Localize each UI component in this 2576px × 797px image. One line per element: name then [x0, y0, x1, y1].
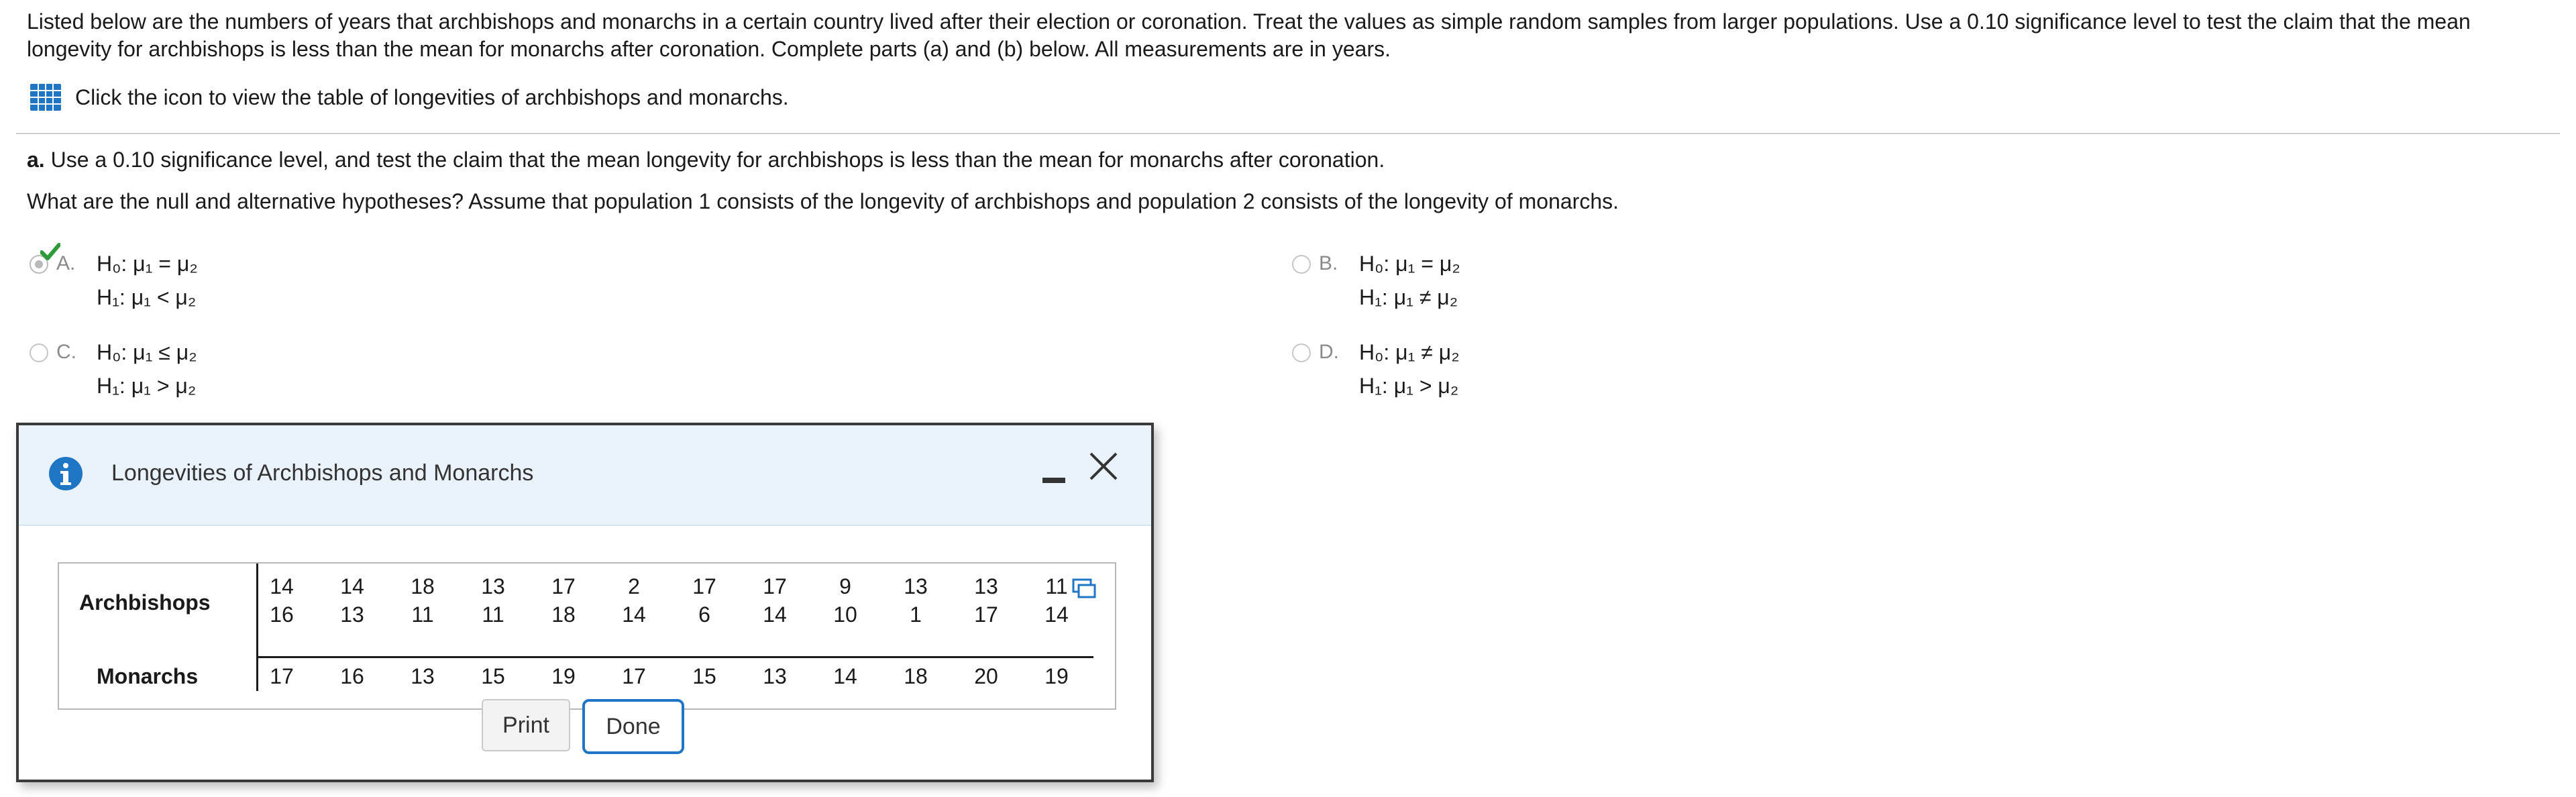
copy-to-clipboard-icon[interactable] — [1071, 577, 1097, 601]
section-divider — [16, 133, 2560, 134]
part-a-label: a. — [27, 148, 45, 172]
checkmark-icon — [40, 243, 60, 260]
hypotheses-question: What are the null and alternative hypotheses? Assume that population 1 consists of the longevity of archbishops and population 2 consists of the longevity of monarchs. — [27, 189, 1619, 213]
option-d-radio[interactable] — [1292, 343, 1311, 362]
view-table-link[interactable] — [30, 83, 789, 111]
archbishops-value: 17 — [974, 602, 998, 627]
archbishops-value: 17 — [551, 574, 576, 598]
option-a[interactable] — [30, 247, 198, 314]
option-c[interactable] — [30, 335, 197, 403]
dialog-header — [19, 425, 1151, 526]
archbishops-value: 6 — [698, 602, 710, 627]
archbishops-value: 2 — [628, 574, 640, 598]
dialog-title: Longevities of Archbishops and Monarchs — [111, 460, 534, 486]
option-b-radio[interactable] — [1292, 255, 1311, 274]
intro-line-1: Listed below are the numbers of years that archbishops and monarchs in a certain country lived after their election or coronation. Treat the values as simple random samples from larger populations. Use a 0.10 significance level to test the claim that the mean — [27, 9, 2471, 34]
monarchs-value: 19 — [551, 664, 576, 688]
part-a-text: Use a 0.10 significance level, and test the claim that the mean longevity for archbishops is less than the mean for monarchs after coronation. — [50, 148, 1385, 172]
monarchs-value: 19 — [1044, 664, 1069, 688]
archbishops-value: 13 — [481, 574, 505, 598]
minimize-icon[interactable] — [1038, 464, 1071, 488]
archbishops-value: 14 — [340, 574, 364, 598]
table-grid-icon[interactable] — [30, 83, 62, 111]
option-b-null: H₀: μ₁ = μ₂ — [1359, 252, 1460, 276]
monarchs-value: 15 — [692, 664, 716, 688]
monarchs-value: 17 — [270, 664, 294, 688]
archbishops-value: 17 — [763, 574, 787, 598]
archbishops-label: Archbishops — [79, 590, 211, 615]
option-c-null: H₀: μ₁ ≤ μ₂ — [97, 340, 197, 364]
archbishops-value: 16 — [270, 602, 294, 627]
option-a-letter: A. — [56, 252, 76, 274]
archbishops-value: 18 — [411, 574, 435, 598]
monarchs-label: Monarchs — [97, 664, 199, 688]
print-button[interactable]: Print — [482, 699, 570, 751]
option-c-alternative: H₁: μ₁ > μ₂ — [97, 374, 197, 398]
monarchs-value: 15 — [481, 664, 505, 688]
archbishops-value: 10 — [833, 602, 857, 627]
option-a-null: H₀: μ₁ = μ₂ — [97, 252, 198, 276]
archbishops-value: 11 — [411, 602, 434, 627]
monarchs-value: 13 — [763, 664, 787, 688]
option-c-letter: C. — [56, 341, 76, 363]
archbishops-value: 14 — [622, 602, 646, 627]
info-icon — [48, 456, 83, 491]
option-d[interactable] — [1292, 335, 1460, 403]
option-b-alternative: H₁: μ₁ ≠ μ₂ — [1359, 285, 1458, 309]
monarchs-value: 16 — [340, 664, 364, 688]
archbishops-value: 13 — [340, 602, 364, 627]
archbishops-value: 11 — [1045, 574, 1068, 598]
option-d-alternative: H₁: μ₁ > μ₂ — [1359, 374, 1459, 398]
archbishops-value: 9 — [839, 574, 851, 598]
close-icon[interactable] — [1085, 448, 1122, 484]
archbishops-value: 13 — [904, 574, 928, 598]
done-button[interactable]: Done — [582, 699, 684, 754]
archbishops-value: 14 — [270, 574, 294, 598]
monarchs-value: 17 — [622, 664, 646, 688]
option-d-null: H₀: μ₁ ≠ μ₂ — [1359, 340, 1460, 364]
archbishops-value: 13 — [974, 574, 998, 598]
archbishops-value: 14 — [1044, 602, 1069, 627]
intro-line-2: longevity for archbishops is less than the mean for monarchs after coronation. Complete parts (a) and (b) below. All measurements are in years. — [27, 37, 1391, 61]
longevity-data-table — [58, 562, 1116, 710]
archbishops-value: 1 — [910, 602, 922, 627]
archbishops-value: 18 — [551, 602, 576, 627]
option-d-letter: D. — [1319, 341, 1339, 363]
table-horizontal-rule — [256, 656, 1093, 658]
part-a-instructions — [27, 146, 1385, 173]
monarchs-value: 18 — [904, 664, 928, 688]
option-c-radio[interactable] — [30, 343, 48, 362]
monarchs-value: 20 — [974, 664, 998, 688]
longevity-table-dialog — [16, 423, 1154, 782]
monarchs-value: 14 — [833, 664, 857, 688]
option-b-letter: B. — [1319, 252, 1338, 274]
archbishops-value: 17 — [692, 574, 716, 598]
option-b[interactable] — [1292, 247, 1460, 314]
monarchs-value: 13 — [411, 664, 435, 688]
archbishops-value: 14 — [763, 602, 787, 627]
problem-intro — [27, 8, 2536, 63]
archbishops-value: 11 — [482, 602, 504, 627]
table-link-text[interactable]: Click the icon to view the table of longevities of archbishops and monarchs. — [75, 85, 789, 109]
option-a-alternative: H₁: μ₁ < μ₂ — [97, 285, 197, 309]
